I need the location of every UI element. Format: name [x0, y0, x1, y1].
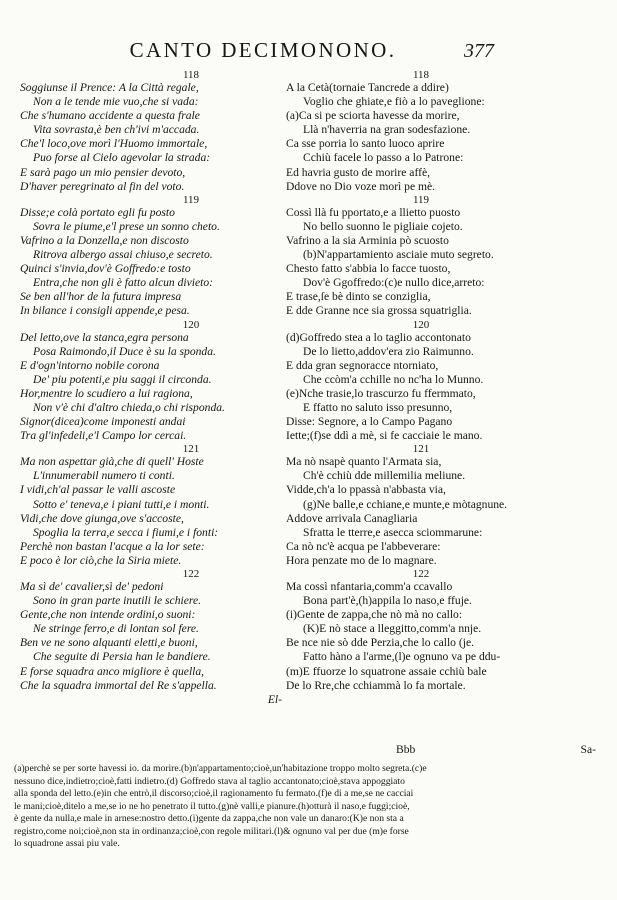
verse-line: De lo Rre,che cchiammà lo fa mortale.: [286, 678, 466, 692]
stanza-number: 121: [412, 443, 430, 456]
verse-line: Llà n'haverria na gran sodesfazione.: [303, 123, 471, 137]
verse-line: E forse squadra anco migliore è quella,: [20, 664, 205, 678]
verse-line: Vidde,ch'a lo ppassà n'abbasta via,: [286, 483, 446, 497]
italian-stanza: [20, 444, 282, 568]
stanza-number: 122: [412, 568, 430, 580]
verse-line: E poco è lor ciò,che la Siria miete.: [20, 553, 182, 567]
stanza-number: 118: [412, 69, 430, 81]
verse-line: Ma cossì nfantaria,comm'a ccavallo: [286, 580, 453, 593]
verse-line: Spoglia la terra,e secca i fiumi,e i fonti:: [33, 525, 219, 539]
verse-line: Ma nò nsapè quanto l'Armata sia,: [286, 455, 442, 469]
canto-title: CANTO DECIMONONO.: [129, 38, 397, 62]
right-catchword: Sa-: [580, 743, 596, 756]
verse-line: Ritrova albergo assai chiuso,e secreto.: [33, 248, 213, 262]
running-header: [0, 38, 617, 68]
footnote-line: (a)perchè se per sorte havessi io. da morire.(b)n'appartamento;cioè,un'habitazione troppo molto segreta.(c)e: [14, 763, 427, 774]
verse-line: E d'ogn'intorno nobile corona: [20, 358, 160, 372]
footnotes: [14, 763, 602, 851]
verse-line: Sovra le piume,e'l prese un sonno cheto.: [33, 219, 220, 233]
verse-line: A la Cetà(tornaie Tancrede a ddire): [286, 81, 449, 94]
verse-line: E ffatto no saluto isso presunno,: [303, 400, 453, 414]
verse-line: Bona part'è,(h)appila lo naso,e ffuje.: [303, 594, 472, 608]
verse-line: (g)Ne balle,e cchiane,e munte,e mòtagnune.: [303, 497, 508, 511]
stanza-number: 119: [412, 193, 430, 206]
verse-line: Che seguite di Persia han le bandiere.: [33, 650, 211, 664]
verse-line: De' piu potenti,e piu saggi il circonda.: [33, 372, 212, 386]
verse-line: Posa Raimondo,il Duce è su la sponda.: [33, 344, 216, 358]
footnote-line: nessuno dice,indietro;cioè,fatti indietro.(d) Goffredo stava al taglio accantonato;cioè,stava appoggiato: [14, 775, 405, 787]
verse-line: Be nce nie sò dde Perzia,che lo callo (je.: [286, 636, 474, 650]
verse-line: Tra gl'infedeli,e'l Campo lor cercai.: [20, 429, 187, 443]
verse-line: Iette;(f)se ddì a mè, si fe cacciaie le mano.: [286, 429, 483, 443]
verse-line: (d)Goffredo stea a lo taglio accontonato: [286, 330, 471, 344]
italian-text-column: [20, 70, 282, 706]
page-number: 377: [464, 40, 494, 62]
verse-line: Non v'è chi d'altro chieda,o chi risponda.: [33, 400, 225, 414]
verse-line: (e)Nche trasie,lo trascurzo fu ffermmato,: [286, 386, 476, 400]
verse-line: Signor(dicea)come imponesti andai: [20, 415, 186, 429]
verse-line: Voglio che ghiate,e fiò a lo paveglione:: [303, 95, 485, 109]
verse-line: Cossì llà fu pportato,e a llietto puosto: [286, 205, 461, 219]
verse-line: Che'l loco,ove morì l'Huomo immortale,: [20, 137, 208, 151]
stanza-number: 120: [182, 318, 200, 331]
verse-line: I vidi,ch'al passar le valli ascoste: [20, 483, 176, 497]
left-catchword: El-: [267, 692, 282, 706]
verse-line: (K)E nò stace a lleggitto,comm'a nnje.: [303, 622, 482, 636]
verse-line: Puo forse al Cielo agevolar la strada:: [33, 151, 211, 165]
verse-line: Ca nò nc'è acqua pe l'abbeverare:: [286, 539, 441, 553]
verse-line: Vidi,che dove giunga,ove s'accoste,: [20, 511, 184, 525]
verse-line: Cchiù facele lo passo a lo Patrone:: [303, 151, 464, 165]
verse-line: D'haver peregrinato al fin del voto.: [20, 179, 185, 193]
verse-line: (i)Gente de zappa,che nò mà no callo:: [286, 608, 463, 622]
footnote-line: lo squadrone assai piu vale.: [14, 838, 120, 849]
verse-line: Entra,che non gli è fatto alcun divieto:: [33, 276, 213, 290]
verse-line: No bello suonno le pigliaie cojeto.: [303, 219, 463, 233]
verse-line: E dda gran segnoracce ntorniato,: [286, 358, 439, 372]
italian-stanza: [20, 569, 282, 693]
stanza-number: 122: [182, 568, 200, 580]
neapolitan-text-column: [286, 70, 596, 694]
verse-line: (b)N'appartamiento asciaie muto segreto.: [303, 248, 494, 262]
verse-line: Quinci s'invia,dov'è Goffredo:e tosto: [20, 262, 191, 276]
verse-line: Ca sse porria lo santo luoco aprire: [286, 137, 445, 151]
verse-line: (a)Ca si pe sciorta havesse da morire,: [286, 109, 460, 123]
verse-line: Hora penzate mo de lo magnare.: [286, 553, 437, 567]
italian-stanza: [20, 70, 282, 194]
neapolitan-stanza: [286, 320, 596, 444]
verse-line: De lo lietto,addov'era zio Raimunno.: [303, 344, 474, 358]
verse-line: Vita sovrasta,è ben ch'ivi m'accada.: [33, 123, 200, 137]
neapolitan-stanza: [286, 70, 596, 194]
verse-line: Chesto fatto s'abbia lo facce tuosto,: [286, 262, 451, 276]
verse-line: Ma non aspettar già,che di quell' Hoste: [20, 455, 204, 469]
stanza-number: 119: [182, 193, 200, 206]
verse-line: Sono in gran parte inutili le schiere.: [33, 594, 201, 608]
verse-line: Ne stringe ferro,e di lontan sol fere.: [33, 622, 199, 636]
neapolitan-stanza: [286, 195, 596, 319]
verse-line: Che ccòm'a cchille no nc'ha lo Munno.: [303, 372, 484, 386]
verse-line: L'innumerabil numero ti conti.: [33, 469, 175, 483]
verse-line: Addove arrivala Canagliaria: [286, 511, 418, 525]
verse-line: E dde Granne nce sia grossa squatriglia.: [286, 304, 472, 318]
italian-stanza: [20, 320, 282, 444]
verse-line: Vafrino a la Donzella,e non discosto: [20, 233, 189, 247]
verse-line: Perchè non bastan l'acque a la lor sete:: [20, 539, 205, 553]
footnote-line: le mani;cioè,ditelo a me,se io ne ho penetrato il tutto.(g)nè valli,e pianure.(h)otturà il naso,e fuggì;cioè,: [14, 800, 410, 812]
verse-line: Soggiunse il Prence: A la Città regale,: [20, 81, 199, 94]
signature-mark: Bbb: [396, 743, 416, 756]
verse-line: Del letto,ove la stanca,egra persona: [20, 330, 189, 344]
footnote-line: è gente da nulla,e male in arnese:nostro detto.(i)gente da zappa,che non vale un danaro:(K)e non sta a: [14, 813, 404, 824]
verse-line: Ben ve ne sono alquanti eletti,e buoni,: [20, 636, 198, 650]
verse-line: Non a le tende mie vuo,che si vada:: [33, 95, 199, 109]
verse-line: Che la squadra immortal del Re s'appella.: [20, 678, 217, 692]
verse-line: E sarà pago un mio pensier devoto,: [20, 165, 186, 179]
verse-line: Gente,che non intende ordini,o suoni:: [20, 608, 196, 622]
verse-line: Sotto e' teneva,e i piani tutti,e i monti.: [33, 497, 210, 511]
neapolitan-stanza: [286, 569, 596, 693]
neapolitan-stanza: [286, 444, 596, 568]
verse-line: Se ben all'hor de la futura impresa: [20, 290, 182, 304]
footnote-line: alla sponda del letto.(e)in che entrò,il discorso;cioè,il ragionamento fu fermato.(f)e di a me,se ne cacciai: [14, 788, 414, 799]
verse-line: Ddove no Dio voze morì pe mè.: [286, 179, 436, 193]
italian-stanza: [20, 195, 282, 319]
verse-line: Hor,mentre lo scudiero a lui ragiona,: [20, 386, 193, 400]
verse-line: Ed havria gusto de morire affè,: [286, 165, 431, 179]
verse-line: E trase,ſe bè dinto se conziglia,: [286, 290, 431, 304]
verse-line: Fatto hàno a l'arme,(l)e ognuno va pe ddu-: [303, 650, 501, 664]
verse-line: (m)E ffuorze lo squatrone assaie cchiù bale: [286, 664, 487, 678]
footnote-line: registro,come noi;cioè,non sta in ordinanza;cioè,con regole militari.(l)& ognuno val per due (m)e forse: [14, 825, 409, 837]
stanza-number: 118: [182, 69, 200, 81]
verse-line: Ma sì de' cavalier,sì de' pedoni: [20, 580, 164, 593]
verse-line: Sfratta le tterre,e asecca sciommarune:: [303, 525, 483, 539]
verse-line: In bilance i consigli appende,e pesa.: [20, 304, 190, 318]
verse-line: Dov'è Ggoffredo:(c)e nullo dice,arreto:: [303, 276, 485, 290]
verse-line: Vafrino a la sia Arminia pò scuosto: [286, 233, 449, 247]
verse-line: Ch'è cchiù dde millemilia meliune.: [303, 469, 466, 483]
verse-line: Che s'humano accidente a questa frale: [20, 109, 200, 123]
verse-line: Disse: Segnore, a lo Campo Pagano: [286, 415, 453, 429]
stanza-number: 121: [182, 443, 200, 456]
verse-line: Disse;e colà portato egli fu posto: [20, 205, 175, 219]
stanza-number: 120: [412, 318, 430, 331]
signature-row: [286, 743, 596, 757]
